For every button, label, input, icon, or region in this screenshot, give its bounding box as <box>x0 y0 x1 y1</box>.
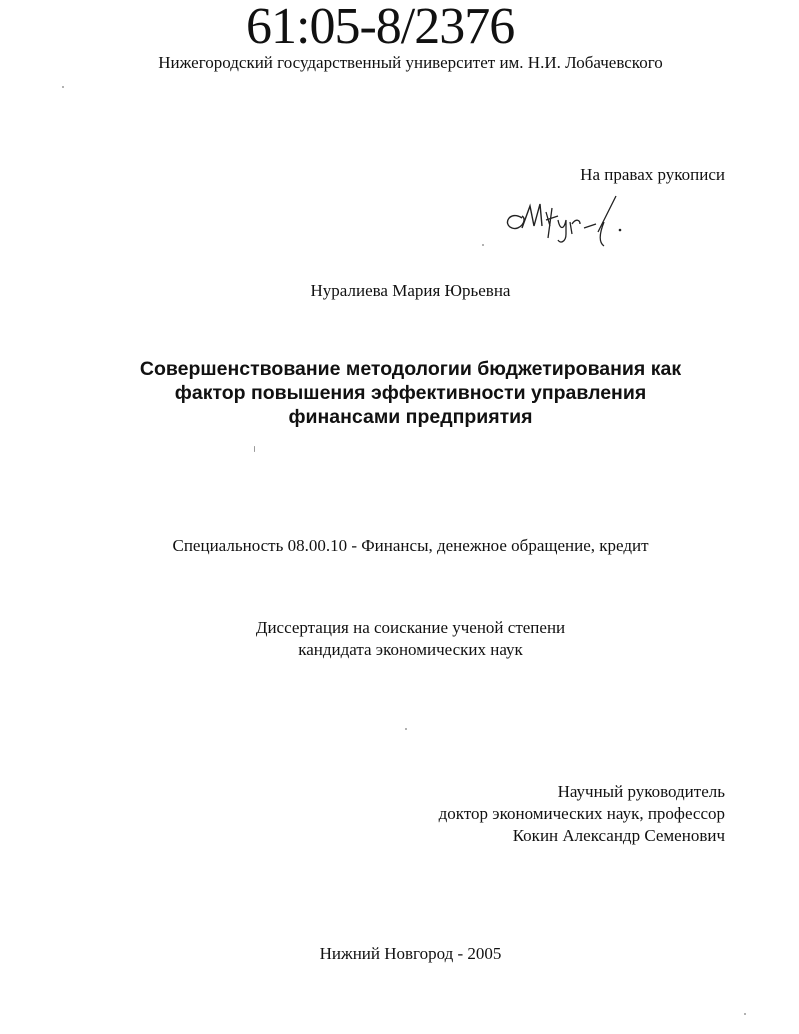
library-code: 61:05-8/2376 <box>246 0 515 55</box>
scan-speck <box>405 728 407 730</box>
scan-speck <box>482 244 484 246</box>
scan-speck <box>744 1013 746 1015</box>
title-line: Совершенствование методологии бюджетирования как <box>139 358 682 380</box>
degree-line: кандидата экономических наук <box>298 640 523 659</box>
scan-speck <box>254 446 255 452</box>
title-line: фактор повышения эффективности управления <box>174 382 647 404</box>
title-line: финансами предприятия <box>288 406 533 428</box>
handwritten-signature-icon <box>500 190 630 250</box>
supervisor-line: Научный руководитель <box>557 782 725 801</box>
scan-speck <box>62 86 64 88</box>
supervisor-block <box>439 781 725 847</box>
university-name: Нижегородский государственный университет им. Н.И. Лобачевского <box>158 53 663 72</box>
supervisor-line: доктор экономических наук, профессор <box>438 804 725 823</box>
manuscript-note: На правах рукописи <box>580 165 725 184</box>
author-name: Нуралиева Мария Юрьевна <box>310 281 511 300</box>
degree-line: Диссертация на соискание ученой степени <box>255 618 566 637</box>
supervisor-line: Кокин Александр Семенович <box>512 826 725 845</box>
degree-statement <box>0 617 799 661</box>
dissertation-title <box>0 357 799 429</box>
specialty: Специальность 08.00.10 - Финансы, денежное обращение, кредит <box>172 536 649 555</box>
city-year: Нижний Новгород - 2005 <box>319 944 502 963</box>
